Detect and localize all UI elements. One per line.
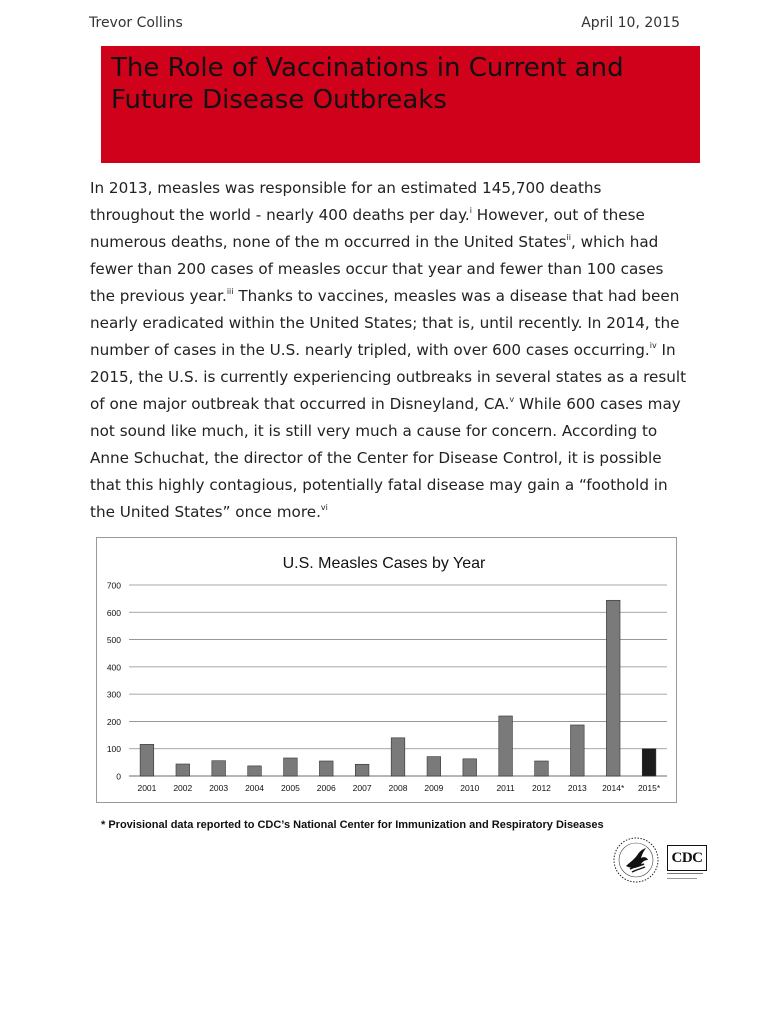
chart-bar (248, 766, 262, 776)
endnote-ref[interactable]: iii (226, 287, 234, 296)
hhs-logo-icon (612, 836, 660, 884)
y-tick-label: 600 (106, 607, 121, 618)
chart-bar (571, 725, 585, 776)
cdc-logo (667, 845, 707, 879)
chart-canvas (97, 538, 676, 802)
chart-title: U.S. Measles Cases by Year (282, 555, 486, 572)
y-tick-label: 500 (106, 635, 121, 646)
x-tick-label: 2003 (209, 783, 229, 793)
chart-bar (391, 738, 405, 776)
endnote-ref[interactable]: ii (566, 233, 571, 242)
y-tick-label: 100 (106, 744, 121, 755)
x-tick-label: 2012 (532, 783, 551, 793)
endnote-ref[interactable]: v (509, 395, 515, 404)
document-date: April 10, 2015 (581, 15, 680, 31)
x-tick-label: 2007 (352, 783, 372, 793)
chart-bar (212, 761, 226, 776)
x-tick-label: 2013 (567, 783, 587, 793)
y-tick-label: 200 (106, 716, 121, 727)
body-sentence: , which had fewer than 200 cases of measles occur that year and fewer than 100 cases the previous year. (90, 233, 664, 305)
chart-bar (427, 757, 441, 776)
chart-bar (176, 764, 190, 776)
x-tick-label: 2002 (173, 783, 193, 793)
chart-bar (140, 744, 154, 776)
x-tick-label: 2001 (137, 783, 157, 793)
x-tick-label: 2009 (424, 783, 444, 793)
body-sentence: However, out of these numerous deaths, none of the m occurred in the United States (90, 206, 645, 251)
chart-bar (642, 749, 656, 776)
body-paragraph (90, 175, 690, 526)
chart-bar (535, 761, 549, 776)
chart-bar (319, 761, 333, 776)
y-tick-label: 400 (106, 662, 121, 673)
x-tick-label: 2015* (637, 783, 661, 793)
y-tick-label: 300 (106, 689, 121, 700)
body-sentence: Thanks to vaccines, measles was a disease that had been nearly eradicated within the United States; that is, until recently. In 2014, the number of cases in the U.S. nearly tripled, with over 600 cases occurring. (90, 287, 680, 359)
author-name: Trevor Collins (89, 15, 183, 31)
cdc-logo-text: CDC (667, 845, 707, 871)
x-tick-label: 2006 (316, 783, 336, 793)
endnote-ref[interactable]: i (469, 206, 472, 215)
body-sentence: While 600 cases may not sound like much, it is still very much a cause for concern. According to Anne Schuchat, the director of the Center for Disease Control, it is possible that this highly contagious, potentially fatal disease may gain a “foothold in the United States” once more. (90, 395, 681, 521)
cdc-logo-subline (667, 878, 697, 881)
body-sentence: In 2015, the U.S. is currently experiencing outbreaks in several states as a result of one major outbreak that occurred in Disneyland, CA. (90, 341, 687, 413)
x-tick-label: 2005 (280, 783, 300, 793)
chart-bar (499, 716, 513, 776)
endnote-ref[interactable]: vi (320, 503, 328, 512)
body-sentence: In 2013, measles was responsible for an estimated 145,700 deaths throughout the world - nearly 400 deaths per day. (90, 179, 602, 224)
x-tick-label: 2011 (496, 783, 515, 793)
chart-bar (284, 758, 298, 776)
document-header (0, 15, 768, 35)
x-tick-label: 2004 (245, 783, 264, 793)
chart-bar (606, 600, 620, 776)
chart-bar (355, 764, 369, 776)
y-tick-label: 700 (106, 580, 121, 591)
y-tick-label: 0 (116, 771, 121, 782)
document-title: The Role of Vaccinations in Current and Future Disease Outbreaks (111, 53, 624, 115)
chart-bar (463, 759, 477, 776)
measles-chart (96, 537, 677, 803)
x-tick-label: 2014* (602, 783, 625, 793)
chart-footnote: * Provisional data reported to CDC’s National Center for Immunization and Respiratory Diseases (101, 819, 604, 831)
x-tick-label: 2010 (460, 783, 480, 793)
x-tick-label: 2008 (388, 783, 408, 793)
cdc-logo-subline (667, 873, 703, 876)
title-banner (101, 46, 700, 163)
endnote-ref[interactable]: iv (649, 341, 657, 350)
